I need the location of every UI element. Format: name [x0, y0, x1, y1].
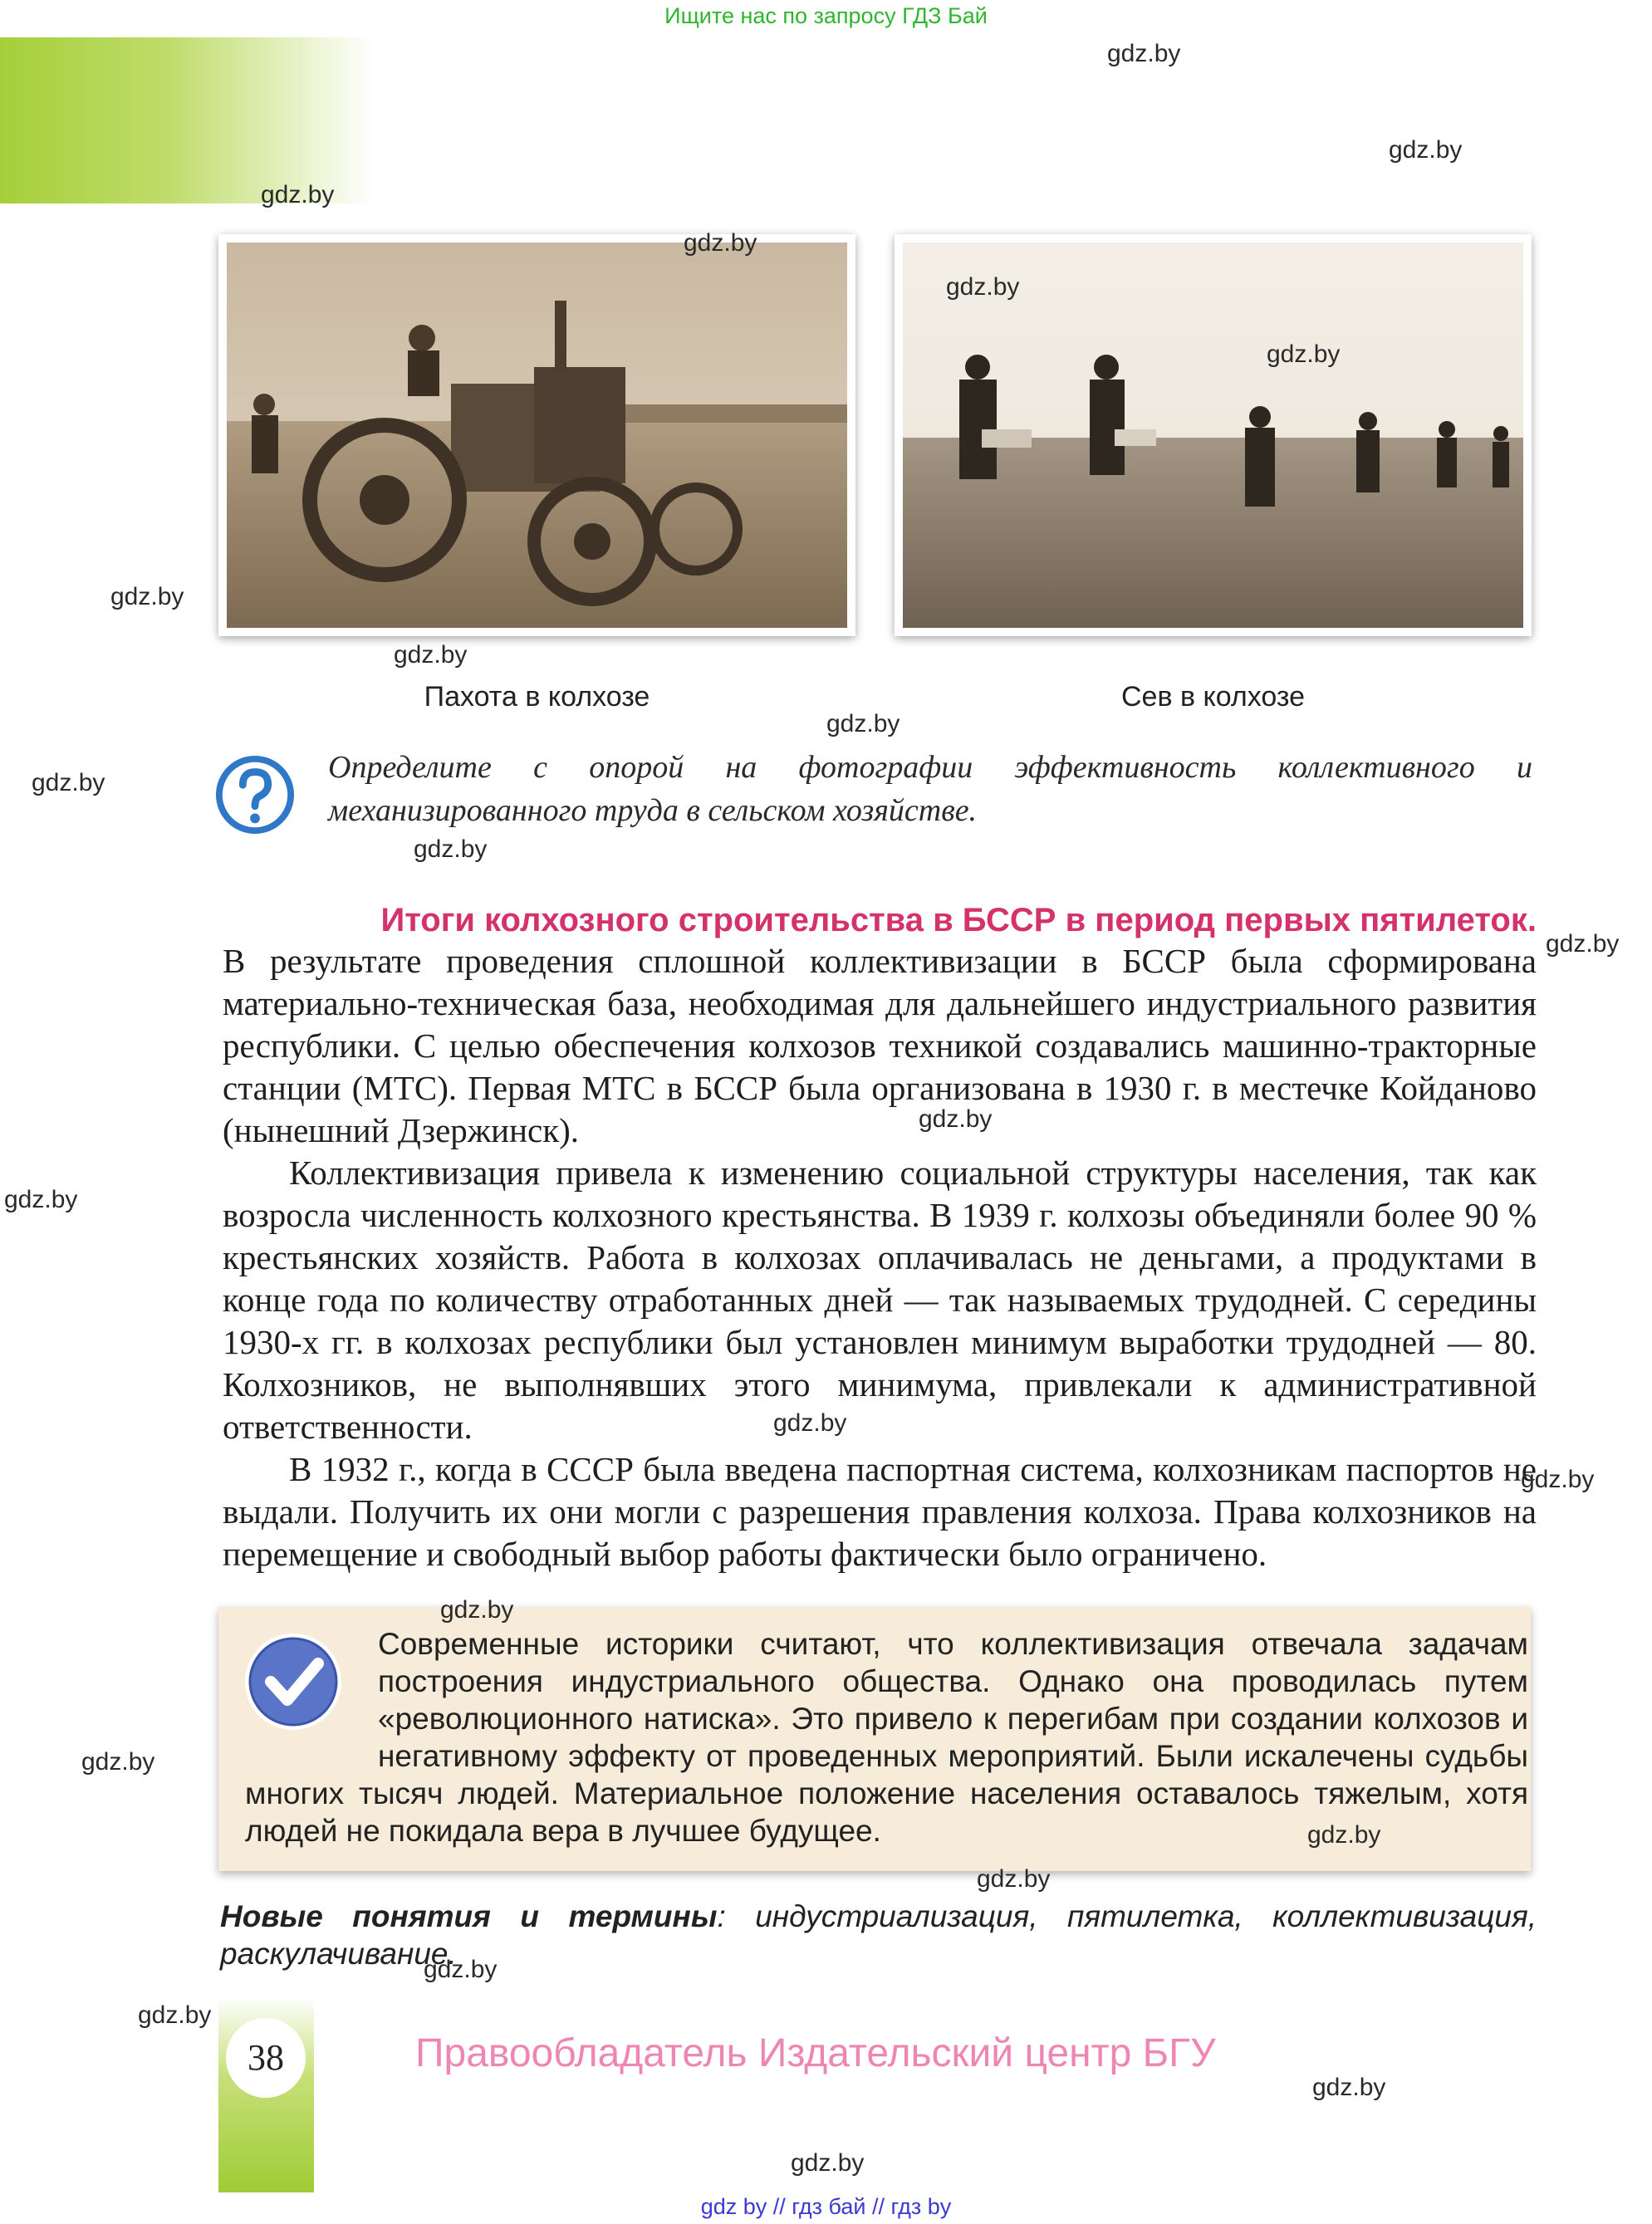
section-heading: Итоги колхозного строительства в БССР в период первых пятилеток.: [380, 902, 1537, 938]
note-text-content: Современные историки считают, что коллективизация отвечала задачам построения индустриального общества. Однако она проводилась путем «революционного натиска». Это привело к перегибам при создании колхозов и негативному эффекту от проведенных мероприятий. Были искалечены судьбы многих тысяч людей. Материальное положение населения оставалось тяжелым, хотя людей не покидала вера в лучшее будущее.: [245, 1627, 1528, 1848]
paragraph: В 1932 г., когда в СССР была введена паспортная система, колхозникам паспортов не выдали. Получить их они могли с разрешения правления колхоза. Права колхозников на перемещение и свободный выбор работы фактически было ограничено.: [223, 1450, 1537, 1573]
new-terms: [220, 1898, 1537, 1972]
watermark: gdz.by: [1389, 136, 1463, 164]
watermark: gdz.by: [1312, 2074, 1386, 2101]
watermark: gdz.by: [424, 1956, 498, 1983]
watermark: gdz.by: [1521, 1466, 1595, 1493]
watermark: gdz.by: [394, 641, 468, 669]
watermark: gdz.by: [110, 583, 184, 610]
terms-list: : индустриализация, пятилетка, коллективизация, раскулачивание.: [220, 1899, 1537, 1971]
watermark: gdz.by: [1267, 340, 1341, 368]
watermark: gdz.by: [1307, 1821, 1381, 1849]
watermark: gdz.by: [440, 1596, 514, 1624]
watermark: gdz.by: [919, 1105, 993, 1133]
watermark: gdz.by: [684, 229, 757, 257]
paragraph: В результате проведения сплошной коллективизации в БССР была сформирована материально-техническая база, необходимая для дальнейшего индустриального развития республики. С целью обеспечения колхозов техникой создавались машинно-тракторные станции (МТС). Первая МТС в БССР была организована в 1930 г. в местечке Койданово (нынешний Дзержинск).: [223, 942, 1537, 1149]
watermark: gdz.by: [791, 2149, 865, 2177]
watermark: gdz.by: [414, 835, 488, 863]
photo-plowing: [227, 242, 847, 628]
watermark: gdz.by: [1546, 930, 1620, 958]
watermark: gdz.by: [32, 769, 105, 796]
page-number: 38: [226, 2018, 306, 2098]
watermark: gdz.by: [138, 2001, 212, 2029]
paragraph: Коллективизация привела к изменению социальной структуры населения, так как возросла численность колхозного крестьянства. В 1939 г. колхозы объединяли более 90 % крестьянских хозяйств. Работа в колхозах оплачивалась не деньгами, а продуктами в конце года по количеству отработанных дней — так называемых трудодней. С середины 1930-х гг. в колхозах республики был установлен минимум выработки трудодней — 80. Колхозников, не выполнявших этого минимума, привлекали к административной ответственности.: [223, 1154, 1537, 1446]
watermark: gdz.by: [977, 1865, 1051, 1893]
section-body: [223, 940, 1537, 1575]
watermark: gdz.by: [261, 181, 335, 208]
watermark: gdz.by: [946, 273, 1020, 301]
watermark: gdz.by: [1107, 40, 1181, 67]
photo-plowing-frame: [218, 234, 855, 636]
watermark: gdz.by: [81, 1748, 155, 1776]
top-accent-bar: [0, 37, 374, 203]
photo-plowing-caption: Пахота в колхозе: [424, 681, 650, 713]
bottom-links[interactable]: gdz by // гдз бай // гдз by: [700, 2194, 952, 2219]
watermark: gdz.by: [773, 1409, 847, 1437]
copyright-holder: Правообладатель Издательский центр БГУ: [415, 2031, 1216, 2075]
terms-label: Новые понятия и термины: [220, 1899, 718, 1933]
question-icon: [214, 754, 296, 835]
top-search-link[interactable]: Ищите нас по запросу ГДЗ Бай: [664, 3, 988, 28]
question-text: Определите с опорой на фотографии эффективность коллективного и механизированного труда в сельском хозяйстве.: [328, 750, 1532, 828]
watermark: gdz.by: [4, 1186, 78, 1213]
photo-sowing-caption: Сев в колхозе: [1121, 681, 1305, 713]
watermark: gdz.by: [826, 710, 900, 737]
note-text: [218, 1625, 1528, 1849]
